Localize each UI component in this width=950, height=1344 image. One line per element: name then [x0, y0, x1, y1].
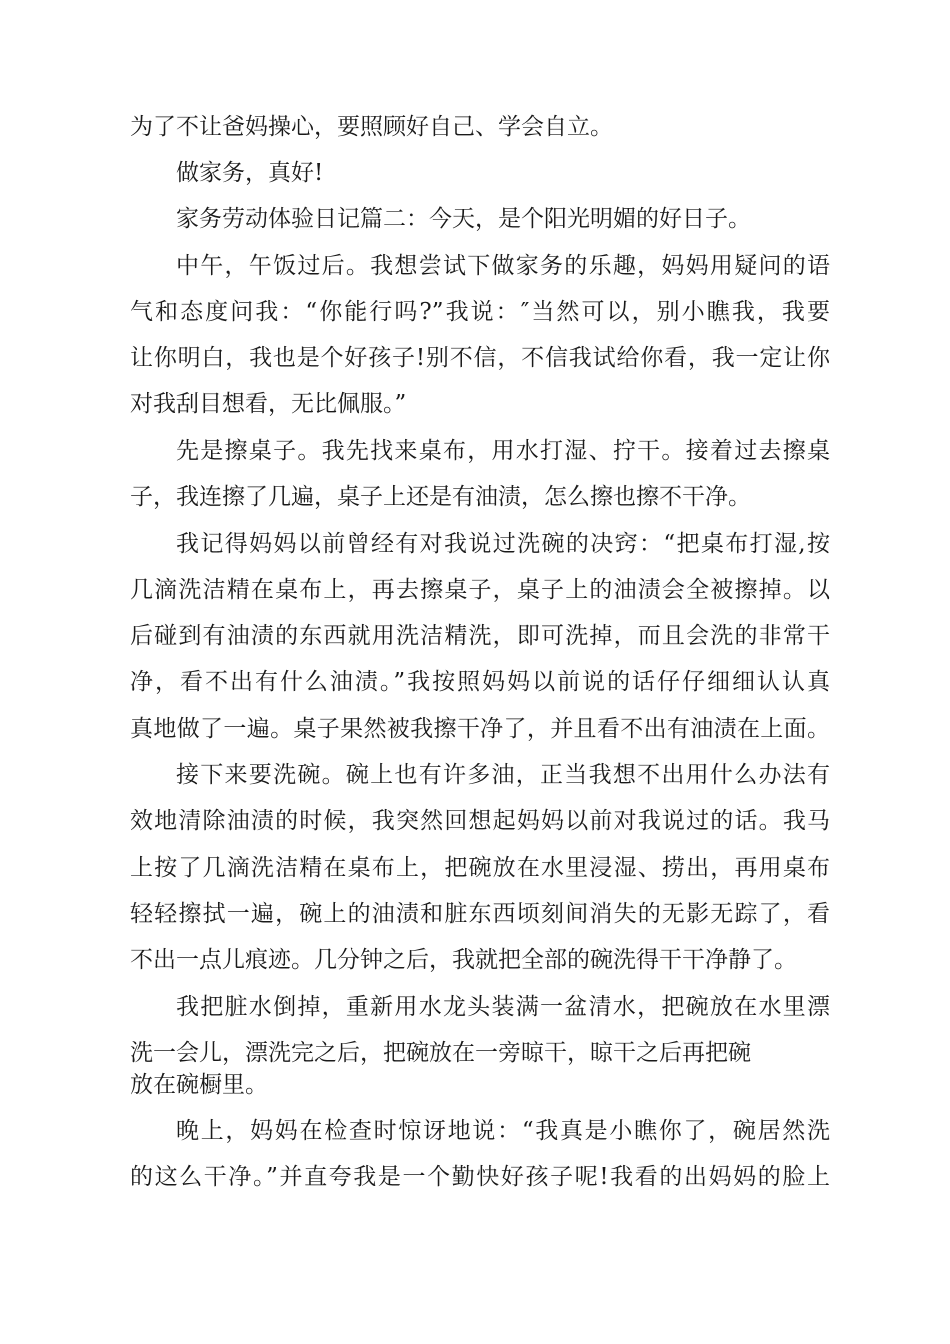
text-line: 后碰到有油渍的东西就用洗洁精洗，即可洗掉，而且会洗的非常干 — [130, 623, 830, 649]
text-line: 不出一点儿痕迹。几分钟之后，我就把全部的碗洗得干干净静了。 — [130, 947, 797, 973]
text-line: 晚上，妈妈在检查时惊讶地说：“我真是小瞧你了，碗居然洗 — [176, 1118, 830, 1144]
text-line: 让你明白，我也是个好孩子!别不信，不信我试给你看，我一定让你 — [130, 345, 830, 371]
text-line: 净，看不出有什么油渍。”我按照妈妈以前说的话仔仔细细认认真 — [130, 669, 830, 695]
text-line: 效地清除油渍的时候，我突然回想起妈妈以前对我说过的话。我马 — [130, 808, 830, 834]
text-line: 气和态度问我：“你能行吗?”我说：″当然可以，别小瞧我，我要 — [130, 299, 830, 325]
text-line: 为了不让爸妈操心，要照顾好自己、学会自立。 — [130, 114, 613, 140]
text-line: 子，我连擦了几遍，桌子上还是有油渍，怎么擦也擦不干净。 — [130, 484, 751, 510]
text-line: 先是擦桌子。我先找来桌布，用水打湿、拧干。接着过去擦桌 — [176, 438, 830, 464]
text-line: 的这么干净。”并直夸我是一个勤快好孩子呢!我看的出妈妈的脸上 — [130, 1164, 830, 1190]
text-line: 洗一会儿，漂洗完之后，把碗放在一旁晾干，晾干之后再把碗 — [130, 1040, 751, 1066]
text-line: 轻轻擦拭一遍，碗上的油渍和脏东西顷刻间消失的无影无踪了，看 — [130, 901, 830, 927]
text-line: 中午，午饭过后。我想尝试下做家务的乐趣，妈妈用疑问的语 — [176, 253, 830, 279]
text-line: 上按了几滴洗洁精在桌布上，把碗放在水里浸湿、捞出，再用桌布 — [130, 855, 830, 881]
text-line: 我记得妈妈以前曾经有对我说过洗碗的决窍：“把桌布打湿,按 — [176, 531, 830, 557]
text-line: 几滴洗洁精在桌布上，再去擦桌子，桌子上的油渍会全被擦掉。以 — [130, 577, 830, 603]
text-line: 我把脏水倒掉，重新用水龙头装满一盆清水，把碗放在水里漂 — [176, 994, 830, 1020]
text-line: 家务劳动体验日记篇二：今天，是个阳光明媚的好日子。 — [176, 206, 751, 232]
text-line: 接下来要洗碗。碗上也有许多油，正当我想不出用什么办法有 — [176, 762, 830, 788]
text-line: 对我刮目想看，无比佩服。” — [130, 391, 407, 417]
text-line: 真地做了一遍。桌子果然被我擦干净了，并且看不出有油渍在上面。 — [130, 716, 830, 742]
text-line: 做家务，真好! — [176, 160, 324, 186]
text-line: 放在碗橱里。 — [130, 1072, 268, 1098]
